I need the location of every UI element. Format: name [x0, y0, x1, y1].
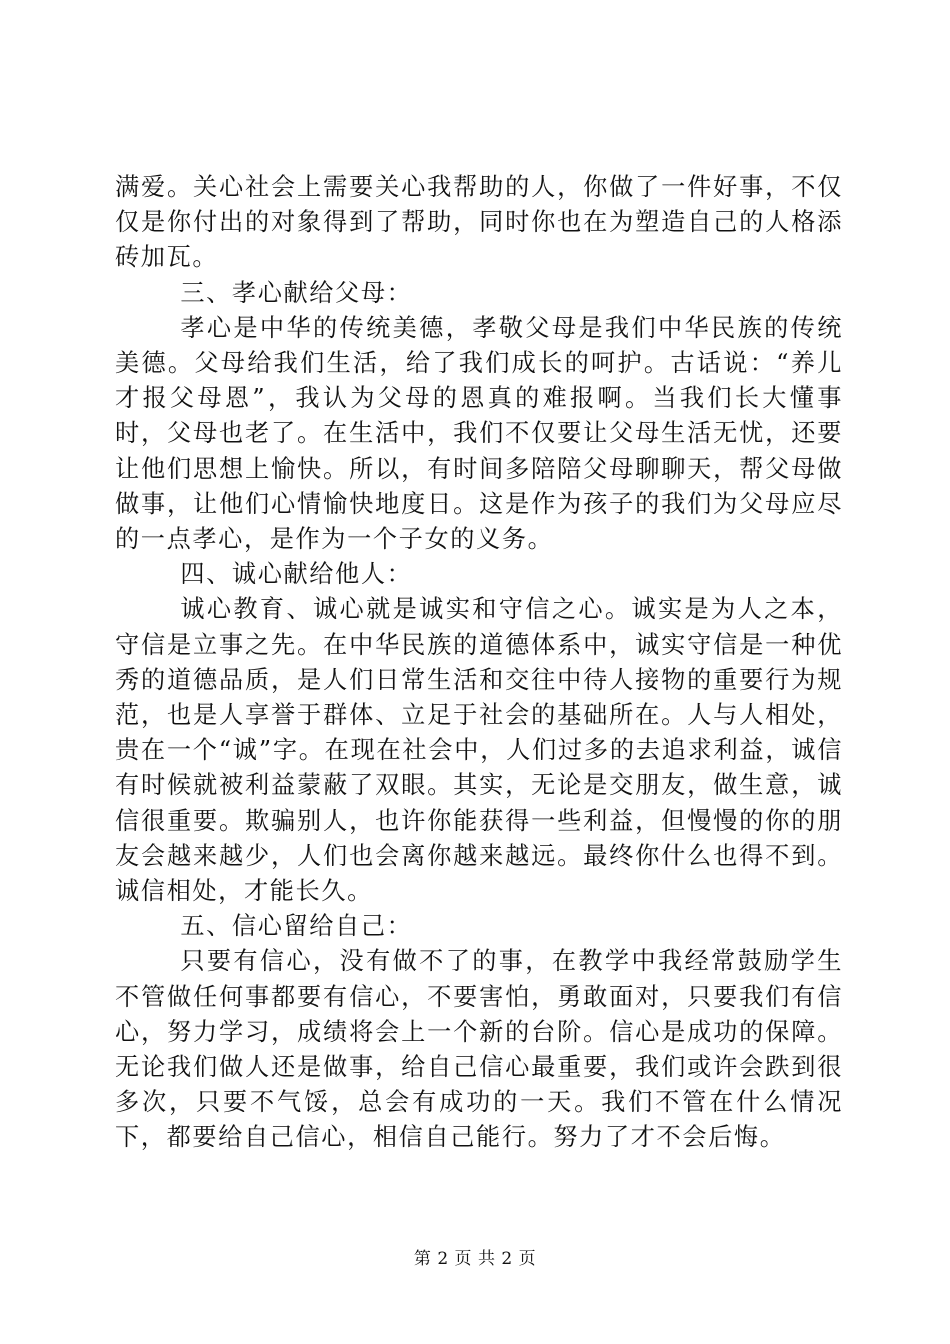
document-body [115, 170, 843, 1156]
section-heading-filial-heart: 三、孝心献给父母： [180, 278, 413, 307]
section-heading-sincere-heart: 四、诚心献给他人： [180, 560, 413, 589]
section-heading-confidence: 五、信心留给自己： [180, 912, 413, 941]
page-footer: 第 2 页 共 2 页 [413, 1249, 537, 1269]
paragraph-confidence: 只要有信心，没有做不了的事，在教学中我经常鼓励学生不管做任何事都要有信心，不要害怕，勇敢面对，只要我们有信心，努力学习，成绩将会上一个新的台阶。信心是成功的保障。无论我们做人还是做事，给自己信心最重要，我们或许会跌到很多次，只要不气馁，总会有成功的一天。我们不管在什么情况下，都要给自己信心，相信自己能行。努力了才不会后悔。 [115, 947, 843, 1152]
paragraph-filial-heart: 孝心是中华的传统美德，孝敬父母是我们中华民族的传统美德。父母给我们生活，给了我们成长的呵护。古话说：“养儿才报父母恩”，我认为父母的恩真的难报啊。当我们长大懂事时，父母也老了。在生活中，我们不仅要让父母生活无忧，还要让他们思想上愉快。所以，有时间多陪陪父母聊聊天，帮父母做做事，让他们心情愉快地度日。这是作为孩子的我们为父母应尽的一点孝心，是作为一个子女的义务。 [115, 313, 843, 554]
paragraph-sincere-heart: 诚心教育、诚心就是诚实和守信之心。诚实是为人之本，守信是立事之先。在中华民族的道德体系中，诚实守信是一种优秀的道德品质，是人们日常生活和交往中待人接物的重要行为规范，也是人享誉于群体、立足于社会的基础所在。人与人相处，贵在一个“诚”字。在现在社会中，人们过多的去追求利益，诚信有时候就被利益蒙蔽了双眼。其实，无论是交朋友，做生意，诚信很重要。欺骗别人，也许你能获得一些利益，但慢慢的你的朋友会越来越少，人们也会离你越来越远。最终你什么也得不到。诚信相处，才能长久。 [115, 595, 843, 906]
paragraph-continued: 满爱。关心社会上需要关心我帮助的人，你做了一件好事，不仅仅是你付出的对象得到了帮助，同时你也在为塑造自己的人格添砖加瓦。 [115, 173, 843, 272]
